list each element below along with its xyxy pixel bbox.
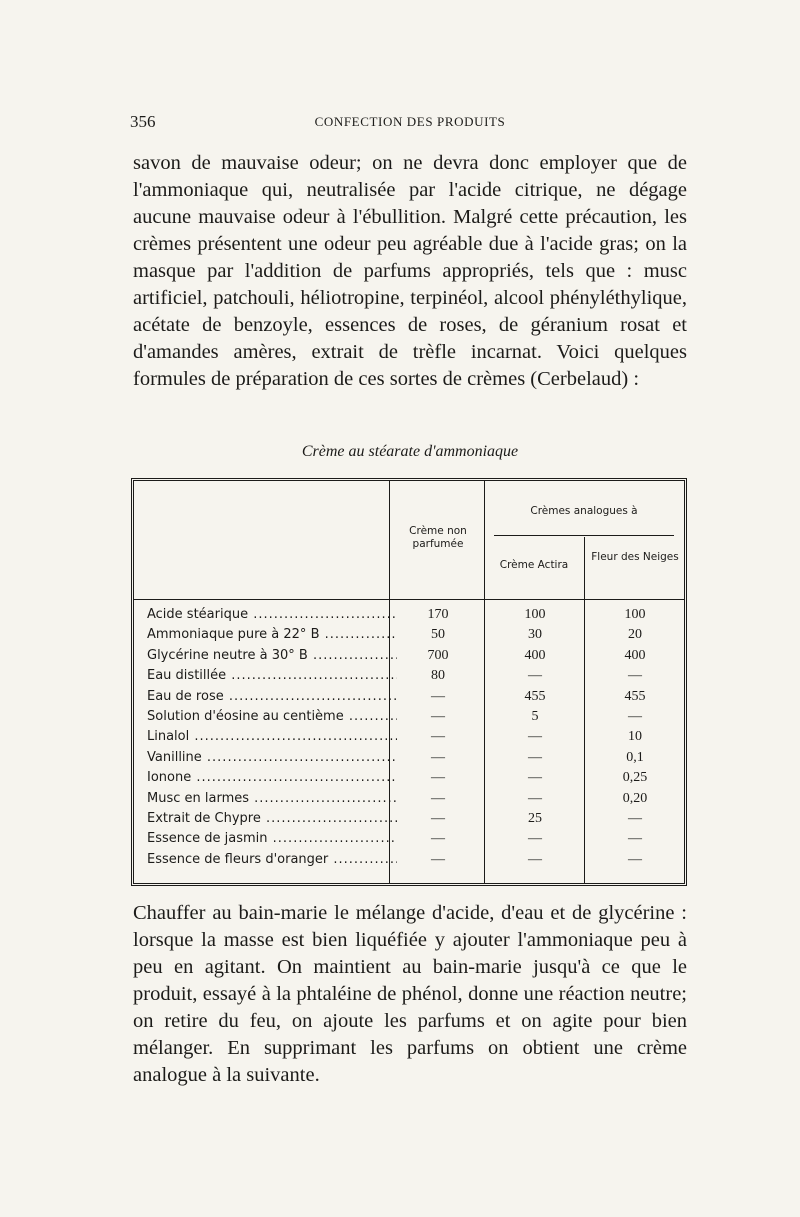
row-ingredient-label: Vanilline ..... xyxy=(147,750,397,765)
row-value-fleur-des-neiges: — xyxy=(628,851,642,867)
row-value-fleur-des-neiges: — xyxy=(628,831,642,847)
header-cremes-analogues: Crèmes analogues à xyxy=(530,505,638,517)
row-value-actira: — xyxy=(528,749,542,765)
row-value-actira: 400 xyxy=(524,647,546,663)
page-number: 356 xyxy=(130,112,156,131)
row-ingredient-label: Eau de rose ..... xyxy=(147,689,397,704)
table-row xyxy=(134,647,684,667)
row-value-fleur-des-neiges: — xyxy=(628,811,642,826)
row-value-non-parfumee: — xyxy=(431,729,445,745)
table-row xyxy=(134,851,684,871)
row-value-non-parfumee: — xyxy=(431,831,445,847)
table-row xyxy=(134,606,684,626)
row-ingredient-label: Linalol ..... xyxy=(147,729,397,744)
row-value-non-parfumee: 700 xyxy=(427,647,449,663)
table-group-rule xyxy=(494,535,674,536)
row-value-actira: 25 xyxy=(528,811,542,826)
row-value-fleur-des-neiges: 100 xyxy=(624,607,646,622)
table-row xyxy=(134,749,684,769)
row-value-actira: — xyxy=(528,770,542,786)
row-value-fleur-des-neiges: 0,20 xyxy=(622,790,648,806)
row-value-non-parfumee: — xyxy=(431,749,445,765)
table-caption: Crème au stéarate d'ammoniaque xyxy=(301,443,519,460)
row-value-actira: 5 xyxy=(531,709,539,724)
header-creme-non-parfumee: Crème non parfumée xyxy=(409,525,467,550)
table-row xyxy=(134,626,684,646)
row-value-non-parfumee: — xyxy=(431,851,445,867)
table-row xyxy=(134,728,684,748)
row-value-fleur-des-neiges: 10 xyxy=(628,729,642,745)
row-ingredient-label: Ionone ..... xyxy=(147,770,397,785)
row-value-non-parfumee: 80 xyxy=(431,668,445,684)
header-creme-actira: Crème Actira xyxy=(499,559,569,571)
row-value-fleur-des-neiges: 455 xyxy=(624,688,646,704)
row-value-fleur-des-neiges: 20 xyxy=(628,627,642,643)
row-value-actira: — xyxy=(528,729,542,745)
row-ingredient-label: Ammoniaque pure à 22° B ..... xyxy=(147,627,397,642)
row-value-non-parfumee: — xyxy=(431,688,445,704)
table-row xyxy=(134,810,684,830)
row-value-actira: — xyxy=(528,668,542,684)
row-value-actira: — xyxy=(528,790,542,806)
row-ingredient-label: Glycérine neutre à 30° B ..... xyxy=(147,648,397,663)
row-value-actira: — xyxy=(528,851,542,867)
row-value-fleur-des-neiges: — xyxy=(628,668,642,684)
row-ingredient-label: Essence de fleurs d'oranger ..... xyxy=(147,852,397,867)
table-row xyxy=(134,790,684,810)
table-row xyxy=(134,769,684,789)
header-fleur-des-neiges: Fleur des Neiges xyxy=(591,551,679,563)
formula-table xyxy=(131,478,687,886)
body-paragraph-1: savon de mauvaise odeur; on ne devra donc employer que de l'ammoniaque qui, neutralisée par l'acide citrique, ne dégage aucune mauvaise odeur à l'ébullition. Malgré cette précaution, les crèmes présentent une odeur peu agréable due à l'acide gras; on la masque par l'addition de parfums appropriés, tels que : musc artificiel, patchouli, héliotropine, terpinéol, alcool phényléthylique, acétate de benzoyle, essences de roses, de géranium rosat et d'amandes amères, extrait de trèfle incarnat. Voici quelques formules de préparation de ces sortes de crèmes (Cerbelaud) : xyxy=(133,152,687,390)
row-value-non-parfumee: — xyxy=(431,770,445,786)
row-value-fleur-des-neiges: — xyxy=(628,709,642,724)
running-title: CONFECTION DES PRODUITS xyxy=(314,114,506,129)
row-value-non-parfumee: 170 xyxy=(427,607,449,622)
row-ingredient-label: Extrait de Chypre ..... xyxy=(147,811,397,826)
page-header xyxy=(130,112,690,134)
table-row xyxy=(134,688,684,708)
row-ingredient-label: Solution d'éosine au centième ..... xyxy=(147,709,397,724)
row-ingredient-label: Musc en larmes ..... xyxy=(147,791,397,806)
table-row xyxy=(134,667,684,687)
table-row xyxy=(134,708,684,728)
row-value-actira: 30 xyxy=(528,627,542,643)
row-ingredient-label: Essence de jasmin ..... xyxy=(147,831,397,846)
row-value-fleur-des-neiges: 0,1 xyxy=(626,749,644,765)
row-value-actira: 100 xyxy=(524,607,546,622)
body-paragraph-2: Chauffer au bain-marie le mélange d'acide, d'eau et de glycérine : lorsque la masse est bien liquéfiée y ajouter l'ammoniaque peu à peu en agitant. On maintient au bain-marie jusqu'à ce que le produit, essayé à la phtaléine de phénol, donne une réaction neutre; on retire du feu, on ajoute les parfums et on agite pour bien mélanger. En supprimant les parfums on obtient une crème analogue à la suivante. xyxy=(133,902,687,1086)
row-value-non-parfumee: 50 xyxy=(431,627,445,643)
table-row xyxy=(134,830,684,850)
table-header-rule xyxy=(134,599,684,600)
row-value-non-parfumee: — xyxy=(431,811,445,826)
row-value-actira: — xyxy=(528,831,542,847)
row-value-fleur-des-neiges: 0,25 xyxy=(622,770,648,786)
row-ingredient-label: Eau distillée ..... xyxy=(147,668,397,683)
row-value-non-parfumee: — xyxy=(431,709,445,724)
row-value-actira: 455 xyxy=(524,688,546,704)
row-value-fleur-des-neiges: 400 xyxy=(624,647,646,663)
row-ingredient-label: Acide stéarique ..... xyxy=(147,607,397,622)
row-value-non-parfumee: — xyxy=(431,790,445,806)
